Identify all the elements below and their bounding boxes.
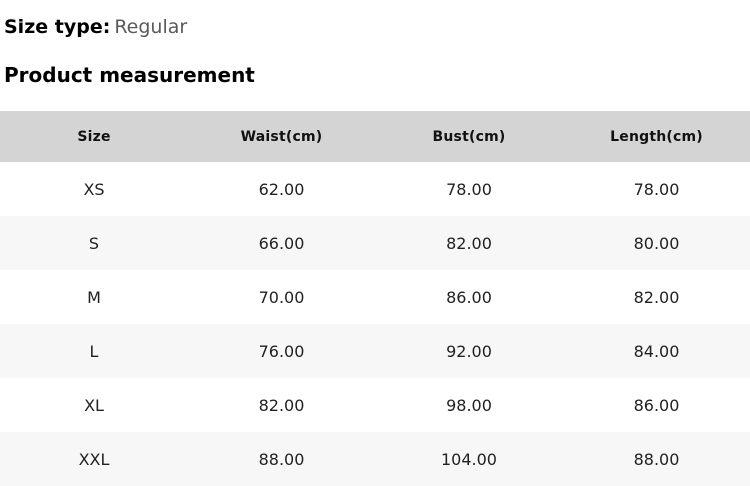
table-header xyxy=(0,111,750,162)
table-row xyxy=(0,270,750,324)
cell-size: XL xyxy=(0,378,188,432)
cell-size: XS xyxy=(0,162,188,216)
cell-length: 82.00 xyxy=(563,270,750,324)
cell-size: S xyxy=(0,216,188,270)
cell-length: 84.00 xyxy=(563,324,750,378)
column-header-length: Length(cm) xyxy=(563,111,750,162)
table-row xyxy=(0,378,750,432)
product-measurement-table xyxy=(0,111,750,486)
cell-length: 80.00 xyxy=(563,216,750,270)
cell-waist: 82.00 xyxy=(188,378,375,432)
size-type-row xyxy=(0,0,750,40)
column-header-waist: Waist(cm) xyxy=(188,111,375,162)
table-row xyxy=(0,216,750,270)
cell-bust: 82.00 xyxy=(375,216,563,270)
cell-length: 86.00 xyxy=(563,378,750,432)
table-row xyxy=(0,162,750,216)
cell-size: M xyxy=(0,270,188,324)
size-type-label: Size type: xyxy=(4,16,111,38)
column-header-bust: Bust(cm) xyxy=(375,111,563,162)
cell-waist: 66.00 xyxy=(188,216,375,270)
cell-waist: 88.00 xyxy=(188,432,375,486)
column-header-size: Size xyxy=(0,111,188,162)
cell-length: 78.00 xyxy=(563,162,750,216)
cell-waist: 62.00 xyxy=(188,162,375,216)
cell-bust: 104.00 xyxy=(375,432,563,486)
page-title: Product measurement xyxy=(4,63,255,87)
cell-bust: 98.00 xyxy=(375,378,563,432)
cell-size: L xyxy=(0,324,188,378)
table-row xyxy=(0,324,750,378)
cell-size: XXL xyxy=(0,432,188,486)
size-type-value: Regular xyxy=(114,16,188,38)
cell-bust: 86.00 xyxy=(375,270,563,324)
table-row xyxy=(0,432,750,486)
cell-waist: 70.00 xyxy=(188,270,375,324)
table-body xyxy=(0,162,750,486)
cell-length: 88.00 xyxy=(563,432,750,486)
cell-bust: 78.00 xyxy=(375,162,563,216)
table-header-row xyxy=(0,111,750,162)
cell-waist: 76.00 xyxy=(188,324,375,378)
cell-bust: 92.00 xyxy=(375,324,563,378)
